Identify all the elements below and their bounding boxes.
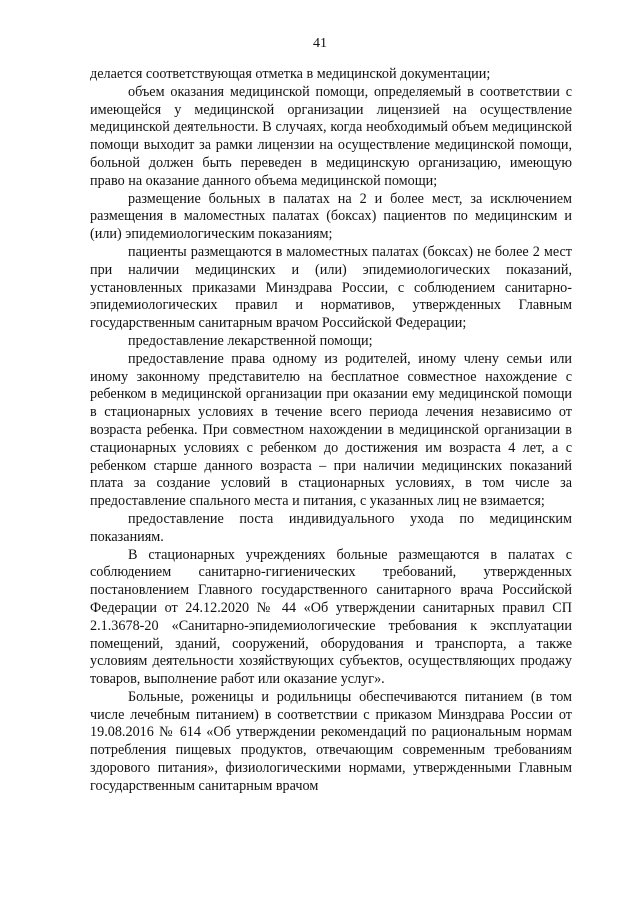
paragraph-nutrition: Больные, роженицы и родильницы обеспечиваются питанием (в том числе лечебным питанием) в соответствии с приказом Минздрава России от 19.08.2016 № 614 «Об утверждении рекомендаций по рациональным нормам потребления пищевых продуктов, отвечающим современным требованиям здорового питания», физиологическими нормами, утвержденными Главным государственным санитарным врачом: [90, 688, 572, 794]
page-number: 41: [313, 36, 327, 51]
paragraph-care-volume: объем оказания медицинской помощи, определяемый в соответствии с имеющейся у медицинской организации лицензией на осуществление медицинской деятельности. В случаях, когда необходимый объем медицинской помощи выходит за рамки лицензии на осуществление медицинской помощи, больной должен быть переведен в медицинскую организацию, имеющую право на оказание данного объема медицинской помощи;: [90, 83, 572, 189]
paragraph-individual-care: предоставление поста индивидуального ухода по медицинским показаниям.: [90, 510, 572, 545]
document-body: [90, 66, 572, 796]
paragraph-small-ward-placement: пациенты размещаются в маломестных палатах (боксах) не более 2 мест при наличии медицинских и (или) эпидемиологических показаний, установленных приказами Минздрава России, с соблюдением санитарно-эпидемиологических правил и нормативов, утвержденных Главным государственным санитарным врачом Российской Федерации;: [90, 243, 572, 332]
paragraph-parent-stay: предоставление права одному из родителей, иному члену семьи или иному законному представителю на бесплатное совместное нахождение с ребенком в медицинской организации при оказании ему медицинской помощи в стационарных условиях в течение всего периода лечения независимо от возраста ребенка. При совместном нахождении в медицинской организации в стационарных условиях с ребенком до достижения им возраста 4 лет, а с ребенком старше данного возраста – при наличии медицинских показаний плата за создание условий в стационарных условиях, в том числе за предоставление спального места и питания, с указанных лиц не взимается;: [90, 350, 572, 510]
paragraph-medical-record-note: делается соответствующая отметка в медицинской документации;: [90, 66, 491, 82]
paragraph-drug-assistance: предоставление лекарственной помощи;: [128, 332, 373, 349]
paragraph-ward-placement: размещение больных в палатах на 2 и более мест, за исключением размещения в маломестных палатах (боксах) пациентов по медицинским и (или) эпидемиологическим показаниям;: [90, 190, 572, 243]
paragraph-sanitary-requirements: В стационарных учреждениях больные размещаются в палатах с соблюдением санитарно-гигиенических требований, утвержденных постановлением Главного государственного санитарного врача Российской Федерации от 24.12.2020 № 44 «Об утверждении санитарных правил СП 2.1.3678-20 «Санитарно-эпидемиологические требования к эксплуатации помещений, зданий, сооружений, оборудования и транспорта, а также условиям деятельности хозяйствующих субъектов, осуществляющих продажу товаров, выполнение работ или оказание услуг».: [90, 546, 572, 688]
